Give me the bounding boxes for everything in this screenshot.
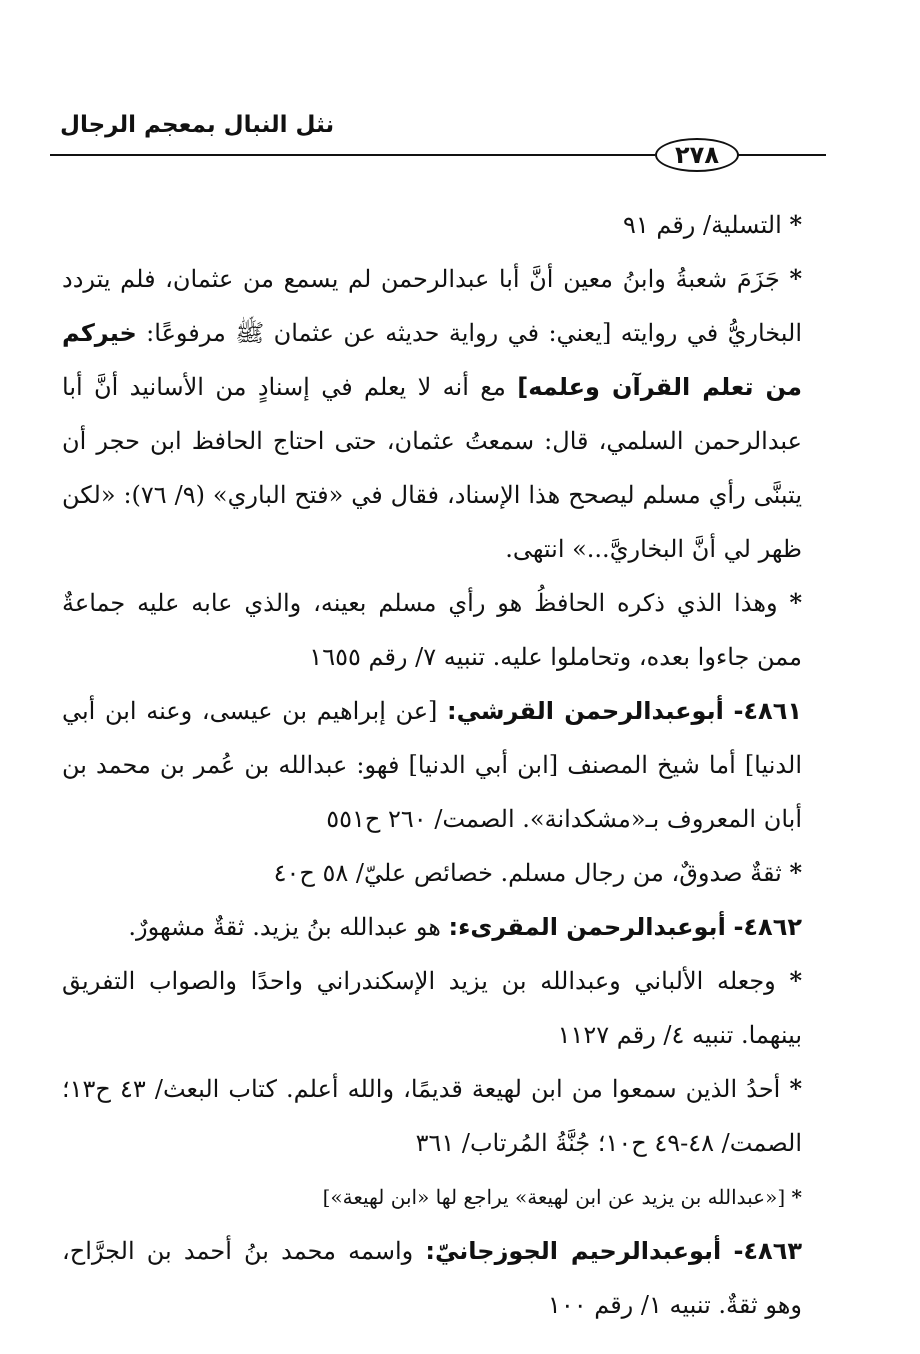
paragraph-text: وهذا الذي ذكره الحافظُ هو رأي مسلم بعينه، والذي عابه عليه جماعةٌ ممن جاءوا بعده، وتحاملوا عليه. تنبيه ٧/ رقم ١٦٥٥ [62,589,802,671]
asterisk-marker: * [789,858,802,887]
paragraph-note [62,954,822,1062]
page-number: ٢٧٨ [655,138,739,172]
entry-4862 [62,900,822,954]
asterisk-marker: * [789,588,802,617]
entry-name: أبوعبدالرحمن القرشي: [447,697,724,725]
asterisk-marker: * [789,1074,803,1103]
page-body [62,198,822,1332]
running-header-title: نثل النبال بمعجم الرجال [60,112,335,138]
paragraph-note [62,1062,822,1170]
paragraph-text: أحدُ الذين سمعوا من ابن لهيعة قديمًا، والله أعلم. كتاب البعث/ ٤٣ ح١٣؛ الصمت/ ٤٨-٤٩ ح١٠؛ جُنَّةُ المُرتاب/ ٣٦١ [62,1075,802,1157]
header-rule-right [738,154,826,156]
entry-name: أبوعبدالرحمن المقرىء: [448,913,726,941]
header-rule [50,154,655,156]
paragraph-note [62,1170,822,1224]
paragraph-text: التسلية/ رقم ٩١ [622,211,782,239]
asterisk-marker: * [789,210,802,239]
paragraph-text: وجعله الألباني وعبدالله بن يزيد الإسكندراني واحدًا والصواب التفريق بينهما. تنبيه ٤/ رقم ١١٢٧ [62,967,802,1049]
asterisk-marker: * [789,264,802,293]
paragraph-text: جَزَمَ شعبةُ وابنُ معين أنَّ أبا عبدالرحمن لم يسمع من عثمان، فلم يتردد البخاريُّ في روايته [يعني: في رواية حديثه عن عثمان ﷺ مرفوعًا: [62,265,802,347]
asterisk-marker: * [791,1185,802,1209]
entry-name: أبوعبدالرحيم الجوزجانيّ: [425,1237,722,1265]
hadith-quote: خيركم من تعلم القرآن وعلمه] [62,319,802,401]
entry-number: ٤٨٦٣- [733,1237,802,1265]
entry-4863 [62,1224,822,1332]
paragraph-text: ثقةٌ صدوقٌ، من رجال مسلم. خصائص عليّ/ ٥٨ ح٤٠ [273,859,782,887]
paragraph-text: مع أنه لا يعلم في إسنادٍ من الأسانيد أنَّ أبا عبدالرحمن السلمي، قال: سمعتُ عثمان، حتى احتاج الحافظ ابن حجر أن يتبنَّى رأي مسلم ليصحح هذا الإسناد، فقال في «فتح الباري» (٩/ ٧٦): «لكن ظهر لي أنَّ البخاريَّ...» انتهى. [62,373,802,563]
paragraph-note [62,198,822,252]
entry-number: ٤٨٦١- [733,697,802,725]
entry-text: [عن إبراهيم بن عيسى، وعنه ابن أبي الدنيا] أما شيخ المصنف [ابن أبي الدنيا] فهو: عبدالله بن عُمر بن محمد بن أبان المعروف بـ«مشكدانة». الصمت/ ٢٦٠ ح٥٥١ [62,697,802,833]
entry-text: هو عبدالله بنُ يزيد. ثقةٌ مشهورٌ. [128,913,449,941]
paragraph-text: [«عبدالله بن يزيد عن ابن لهيعة» يراجع لها «ابن لهيعة»] [322,1185,786,1209]
entry-text: واسمه محمد بنُ أحمد بن الجرَّاح، وهو ثقةٌ. تنبيه ١/ رقم ١٠٠ [62,1237,802,1319]
entry-number: ٤٨٦٢- [733,913,802,941]
paragraph-note [62,576,822,684]
paragraph-note [62,846,822,900]
paragraph-note [62,252,822,576]
entry-4861 [62,684,822,846]
asterisk-marker: * [789,966,802,995]
